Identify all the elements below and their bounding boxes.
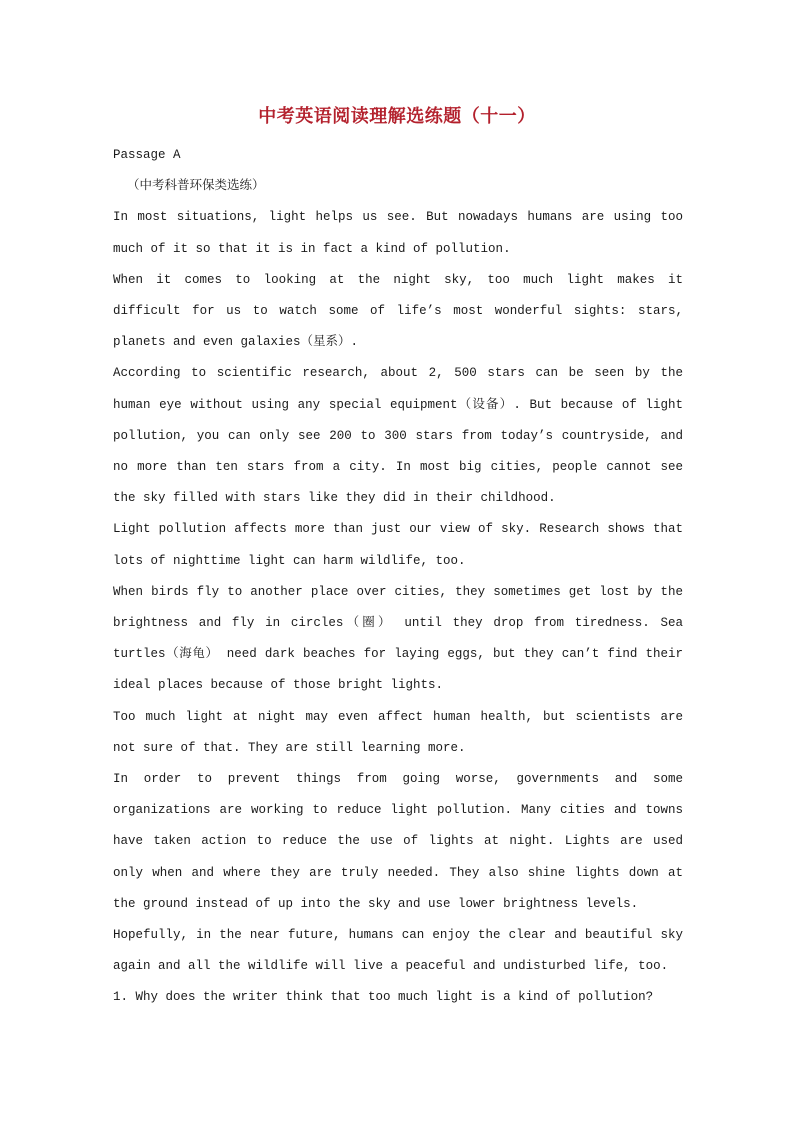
passage-label: Passage A xyxy=(113,148,181,162)
paragraph: Too much light at night may even affect human health, but scientists are not sure of that. They are still learning more. xyxy=(113,709,683,755)
document-title: 中考英语阅读理解选练题（十一） xyxy=(258,106,536,127)
paragraph: Light pollution affects more than just our view of sky. Research shows that lots of nighttime light can harm wildlife, too. xyxy=(113,522,683,568)
passage-subtitle: （中考科普环保类选练） xyxy=(127,179,265,194)
paragraph: In order to prevent things from going worse, governments and some organizations are working to reduce light pollution. Many cities and towns have taken action to reduce the use of lights at night. Lights are used only when and where they are truly needed. They also shine lights down at the ground instead of up into the sky and use lower brightness levels. xyxy=(113,772,683,911)
paragraph: Hopefully, in the near future, humans can enjoy the clear and beautiful sky again and all the wildlife will live a peaceful and undisturbed life, too. xyxy=(113,928,683,974)
paragraph: In most situations, light helps us see. But nowadays humans are using too much of it so that it is in fact a kind of pollution. xyxy=(113,210,683,256)
question: 1. Why does the writer think that too much light is a kind of pollution? xyxy=(113,990,654,1005)
paragraph: When birds fly to another place over cities, they sometimes get lost by the brightness and fly in circles（圈） until they drop from tiredness. Sea turtles（海龟） need dark beaches for laying eggs, but they can’t find their ideal places because of those bright lights. xyxy=(113,584,683,693)
passage-body xyxy=(113,140,683,1014)
paragraph: According to scientific research, about 2, 500 stars can be seen by the human eye without using any special equipment（设备）. But because of light pollution, you can only see 200 to 300 stars from today’s countryside, and no more than ten stars from a city. In most big cities, people cannot see the sky filled with stars like they did in their childhood. xyxy=(113,366,683,506)
paragraph: When it comes to looking at the night sky, too much light makes it difficult for us to watch some of life’s most wonderful sights: stars, planets and even galaxies（星系）. xyxy=(113,272,683,350)
